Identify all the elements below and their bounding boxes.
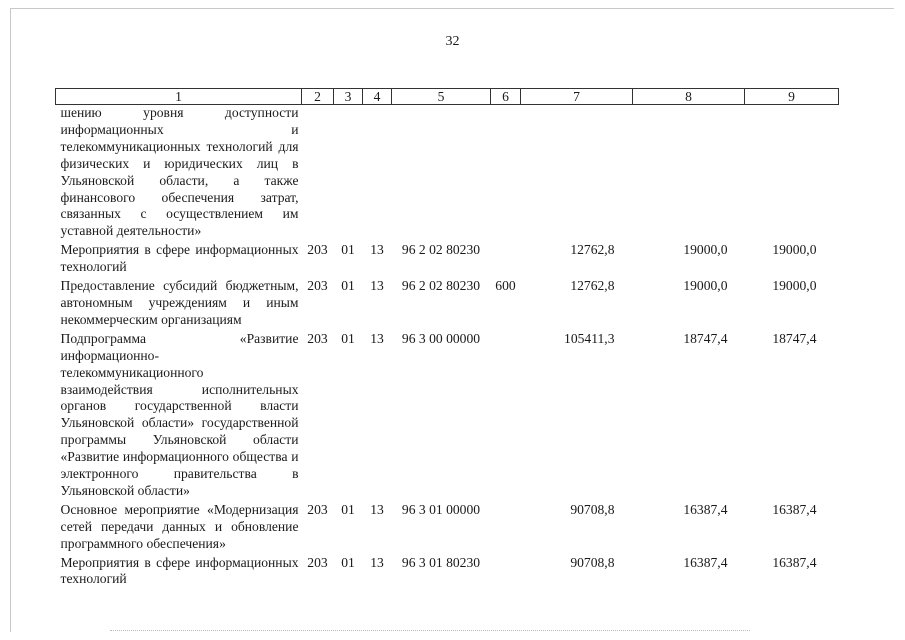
table-row	[56, 553, 839, 589]
row-col-4: 13	[370, 278, 384, 294]
header-row	[56, 89, 839, 105]
row-col-5: 96 2 02 80230	[401, 278, 481, 294]
header-cell-2: 2	[302, 89, 334, 105]
header-cell-9: 9	[745, 89, 839, 105]
row-col-9: 19000,0	[772, 278, 817, 294]
row-col-8: 19000,0	[683, 278, 728, 294]
row-col-9: 16387,4	[772, 554, 817, 570]
row-col-9	[745, 105, 839, 241]
header-cell-1: 1	[56, 89, 302, 105]
row-col-6	[491, 240, 521, 276]
row-col-9: 18747,4	[772, 330, 817, 346]
header-cell-3: 3	[334, 89, 363, 105]
row-col-5: 96 3 01 80230	[401, 554, 481, 570]
row-col-6	[491, 500, 521, 553]
row-description: Основное мероприятие «Модернизация сетей передачи данных и обновление программного обеспечения»	[60, 501, 299, 551]
row-col-3	[334, 105, 363, 241]
table-row	[56, 329, 839, 500]
row-col-5: 96 3 00 00000	[401, 330, 481, 346]
row-col-8: 19000,0	[683, 242, 728, 258]
budget-table	[55, 88, 839, 588]
row-col-7: 105411,3	[564, 330, 615, 346]
row-description: Предоставление субсидий бюджетным, автономным учреждениям и иным некоммерческим организациям	[60, 278, 299, 327]
scan-artifact-line	[110, 630, 750, 632]
row-col-6	[491, 329, 521, 500]
row-col-2: 203	[307, 554, 328, 570]
row-col-4: 13	[370, 330, 384, 346]
row-description: Мероприятия в сфере информационных технологий	[60, 242, 299, 275]
table-row	[56, 276, 839, 329]
row-col-6: 600	[495, 278, 516, 294]
row-description: Подпрограмма «Развитие информационно-телекоммуникационного взаимодействия исполнительных органов государственной власти Ульяновской области» государственной программы Ульяновской области «Развитие информационного общества и электронного правительства в Ульяновской области»	[60, 330, 299, 498]
row-col-4: 13	[370, 242, 384, 258]
header-cell-5: 5	[392, 89, 491, 105]
row-col-2: 203	[307, 278, 328, 294]
row-col-7: 12762,8	[570, 278, 615, 294]
row-col-7: 12762,8	[570, 242, 615, 258]
row-col-7	[521, 105, 633, 241]
row-col-2	[302, 105, 334, 241]
row-col-5: 96 3 01 00000	[401, 501, 481, 517]
row-col-4: 13	[370, 501, 384, 517]
row-col-4	[363, 105, 392, 241]
row-col-8: 16387,4	[683, 501, 728, 517]
row-description: шению уровня доступности информационных и телекоммуникационных технологий для физических и юридических лиц в Ульяновской области, а также финансового обеспечения затрат, связанных с осуществлением им уставной деятельности»	[60, 105, 299, 239]
row-col-3: 01	[341, 501, 355, 517]
row-col-5	[392, 105, 491, 241]
row-col-3: 01	[341, 242, 355, 258]
row-col-2: 203	[307, 330, 328, 346]
row-col-3: 01	[341, 554, 355, 570]
table-row	[56, 105, 839, 241]
row-col-3: 01	[341, 330, 355, 346]
page-number: 32	[445, 34, 460, 49]
row-col-7: 90708,8	[570, 501, 615, 517]
row-col-8: 18747,4	[683, 330, 728, 346]
row-col-5: 96 2 02 80230	[401, 242, 481, 258]
row-col-4: 13	[370, 554, 384, 570]
row-col-8	[633, 105, 745, 241]
header-cell-4: 4	[363, 89, 392, 105]
header-cell-7: 7	[521, 89, 633, 105]
header-cell-6: 6	[491, 89, 521, 105]
row-col-8: 16387,4	[683, 554, 728, 570]
row-col-2: 203	[307, 242, 328, 258]
row-col-6	[491, 553, 521, 589]
row-description: Мероприятия в сфере информационных технологий	[60, 554, 299, 587]
row-col-2: 203	[307, 501, 328, 517]
row-col-7: 90708,8	[570, 554, 615, 570]
row-col-6	[491, 105, 521, 241]
row-col-3: 01	[341, 278, 355, 294]
row-col-9: 16387,4	[772, 501, 817, 517]
table-row	[56, 240, 839, 276]
row-col-9: 19000,0	[772, 242, 817, 258]
header-cell-8: 8	[633, 89, 745, 105]
table-row	[56, 500, 839, 553]
